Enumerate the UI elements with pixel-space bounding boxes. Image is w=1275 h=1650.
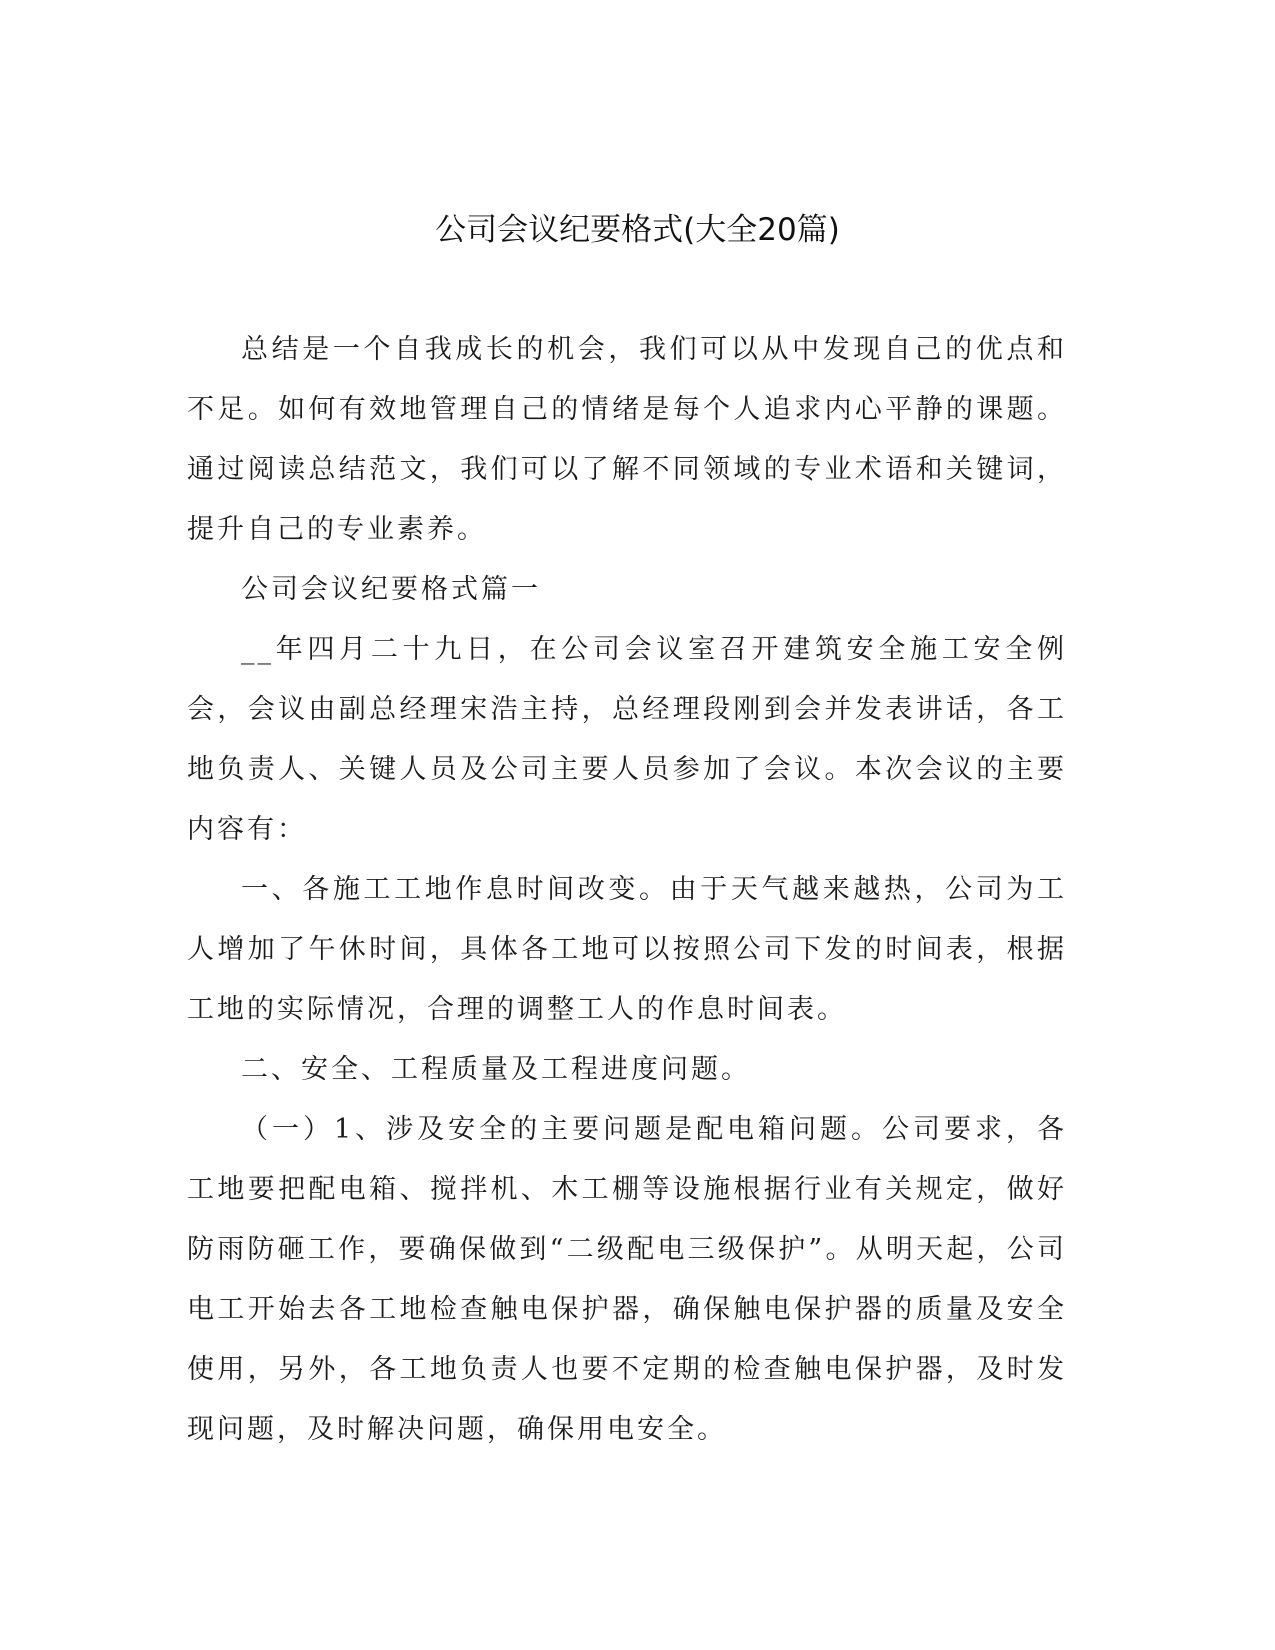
meeting-summary-paragraph: __年四月二十九日，在公司会议室召开建筑安全施工安全例会，会议由副总经理宋浩主持，总经理段刚到会并发表讲话，各工地负责人、关键人员及公司主要人员参加了会议。本次会议的主要内容有： — [187, 634, 1067, 845]
subitem-safety-paragraph: （一）1、涉及安全的主要问题是配电箱问题。公司要求，各工地要把配电箱、搅拌机、木工棚等设施根据行业有关规定，做好防雨防砸工作，要确保做到“二级配电三级保护”。从明天起，公司电工开始去各工地检查触电保护器，确保触电保护器的质量及安全使用，另外，各工地负责人也要不定期的检查触电保护器，及时发现问题，及时解决问题，确保用电安全。 — [187, 1114, 1067, 1445]
item-one-paragraph: 一、各施工工地作息时间改变。由于天气越来越热，公司为工人增加了午休时间，具体各工地可以按照公司下发的时间表，根据工地的实际情况，合理的调整工人的作息时间表。 — [187, 874, 1067, 1025]
document-title: 公司会议纪要格式(大全20篇) — [435, 212, 840, 248]
item-two-paragraph: 二、安全、工程质量及工程进度问题。 — [241, 1054, 751, 1085]
document-body — [187, 320, 1067, 1460]
intro-paragraph: 总结是一个自我成长的机会，我们可以从中发现自己的优点和不足。如何有效地管理自己的情绪是每个人追求内心平静的课题。通过阅读总结范文，我们可以了解不同领域的专业术语和关键词，提升自己的专业素养。 — [187, 334, 1067, 545]
section-heading: 公司会议纪要格式篇一 — [241, 574, 541, 605]
